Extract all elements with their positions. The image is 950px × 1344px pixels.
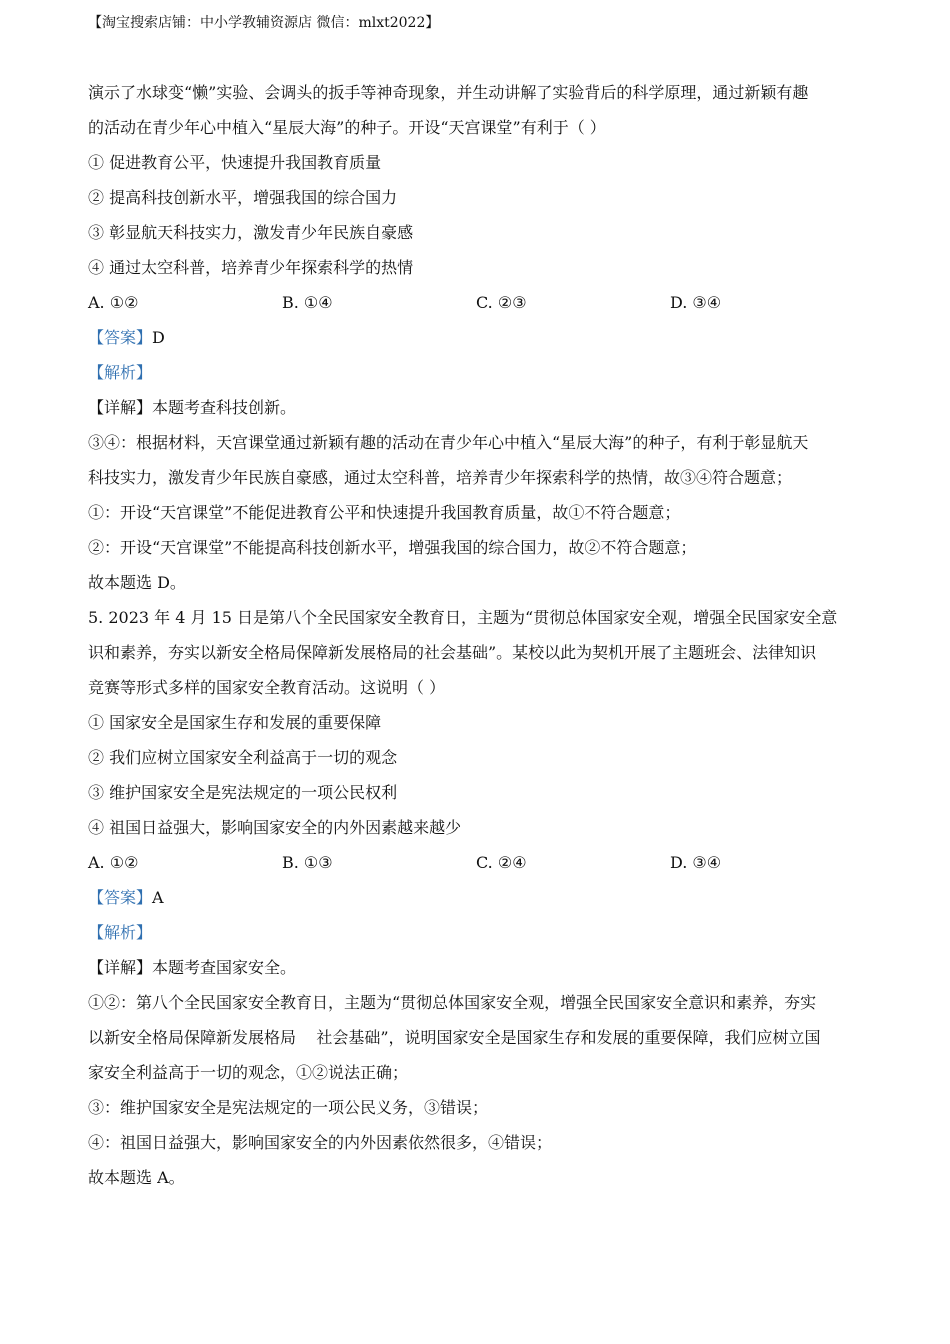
- q4-option-d: D. ③④: [670, 293, 722, 312]
- q4-statement-3: ③ 彰显航天科技实力，激发青少年民族自豪感: [88, 223, 414, 242]
- q5-explanation-2: 以新安全格局保障新发展格局 社会基础”，说明国家安全是国家生存和发展的重要保障，我们应树立国: [88, 1028, 821, 1047]
- q4-statement-2: ② 提高科技创新水平，增强我国的综合国力: [88, 188, 398, 207]
- q5-statement-1: ① 国家安全是国家生存和发展的重要保障: [88, 713, 382, 732]
- q4-detail: [88, 390, 864, 425]
- q4-explanation-3: ①：开设“天宫课堂”不能促进教育公平和快速提升我国教育质量，故①不符合题意；: [88, 503, 681, 522]
- q5-stem-line-3: 竞赛等形式多样的国家安全教育活动。这说明（ ）: [88, 678, 446, 697]
- q4-explanation-1: ③④：根据材料，天宫课堂通过新颖有趣的活动在青少年心中植入“星辰大海”的种子，有利于彰显航天: [88, 433, 809, 452]
- q5-option-c: C. ②④: [476, 853, 527, 872]
- q5-detail: [88, 950, 864, 985]
- q4-statement-4: ④ 通过太空科普，培养青少年探索科学的热情: [88, 258, 414, 277]
- q5-option-b: B. ①③: [282, 853, 333, 872]
- q5-explanation-4: ③：维护国家安全是宪法规定的一项公民义务，③错误；: [88, 1098, 489, 1117]
- answer-tag: 【答案】: [88, 328, 153, 347]
- q4-answer-value: D: [152, 328, 165, 347]
- q4-explanation-5: 故本题选 D。: [88, 573, 186, 592]
- q4-option-b: B. ①④: [282, 293, 333, 312]
- q4-explanation-2: 科技实力，激发青少年民族自豪感，通过太空科普，培养青少年探索科学的热情，故③④符合题意；: [88, 468, 793, 487]
- analysis-tag: 【解析】: [88, 363, 153, 382]
- q5-statement-3: ③ 维护国家安全是宪法规定的一项公民权利: [88, 783, 398, 802]
- q4-option-c: C. ②③: [476, 293, 527, 312]
- q4-stem-line-1: 演示了水球变“懒”实验、会调头的扳手等神奇现象，并生动讲解了实验背后的科学原理，通过新颖有趣: [88, 83, 809, 102]
- q5-statement-2: ② 我们应树立国家安全利益高于一切的观念: [88, 748, 398, 767]
- q5-explanation-3: 家安全利益高于一切的观念，①②说法正确；: [88, 1063, 409, 1082]
- q5-options: [88, 845, 864, 880]
- header-note: 【淘宝搜索店铺：中小学教辅资源店 微信：mlxt2022】: [88, 15, 440, 31]
- question-4: [88, 75, 864, 600]
- q4-stem-line-2: 的活动在青少年心中植入“星辰大海”的种子。开设“天宫课堂”有利于（ ）: [88, 118, 606, 137]
- q5-option-d: D. ③④: [670, 853, 722, 872]
- q5-explanation-1: ①②：第八个全民国家安全教育日，主题为“贯彻总体国家安全观，增强全民国家安全意识和素养，夯实: [88, 993, 817, 1012]
- question-5: [88, 600, 864, 1195]
- q4-detail-intro: 本题考查科技创新。: [152, 398, 297, 417]
- detail-tag: 【详解】: [88, 398, 153, 417]
- q4-explanation-4: ②：开设“天宫课堂”不能提高科技创新水平，增强我国的综合国力，故②不符合题意；: [88, 538, 697, 557]
- q4-option-a: A. ①②: [88, 293, 139, 312]
- q5-statement-4: ④ 祖国日益强大，影响国家安全的内外因素越来越少: [88, 818, 462, 837]
- q5-analysis: [88, 915, 864, 950]
- detail-tag: 【详解】: [88, 958, 153, 977]
- q5-answer: [88, 880, 864, 915]
- q5-detail-intro: 本题考查国家安全。: [152, 958, 297, 977]
- q4-statement-1: ① 促进教育公平，快速提升我国教育质量: [88, 153, 382, 172]
- q5-stem-line-1: 5. 2023 年 4 月 15 日是第八个全民国家安全教育日，主题为“贯彻总体国家安全观，增强全民国家安全意: [88, 608, 838, 627]
- answer-tag: 【答案】: [88, 888, 153, 907]
- analysis-tag: 【解析】: [88, 923, 153, 942]
- q5-option-a: A. ①②: [88, 853, 139, 872]
- document-body: [88, 75, 864, 1195]
- q5-explanation-5: ④：祖国日益强大，影响国家安全的内外因素依然很多，④错误；: [88, 1133, 553, 1152]
- q4-answer: [88, 320, 864, 355]
- q5-answer-value: A: [152, 888, 164, 907]
- q5-explanation-6: 故本题选 A。: [88, 1168, 185, 1187]
- q5-stem-line-2: 识和素养，夯实以新安全格局保障新发展格局的社会基础”。某校以此为契机开展了主题班会、法律知识: [88, 643, 817, 662]
- q4-options: [88, 285, 864, 320]
- q4-analysis: [88, 355, 864, 390]
